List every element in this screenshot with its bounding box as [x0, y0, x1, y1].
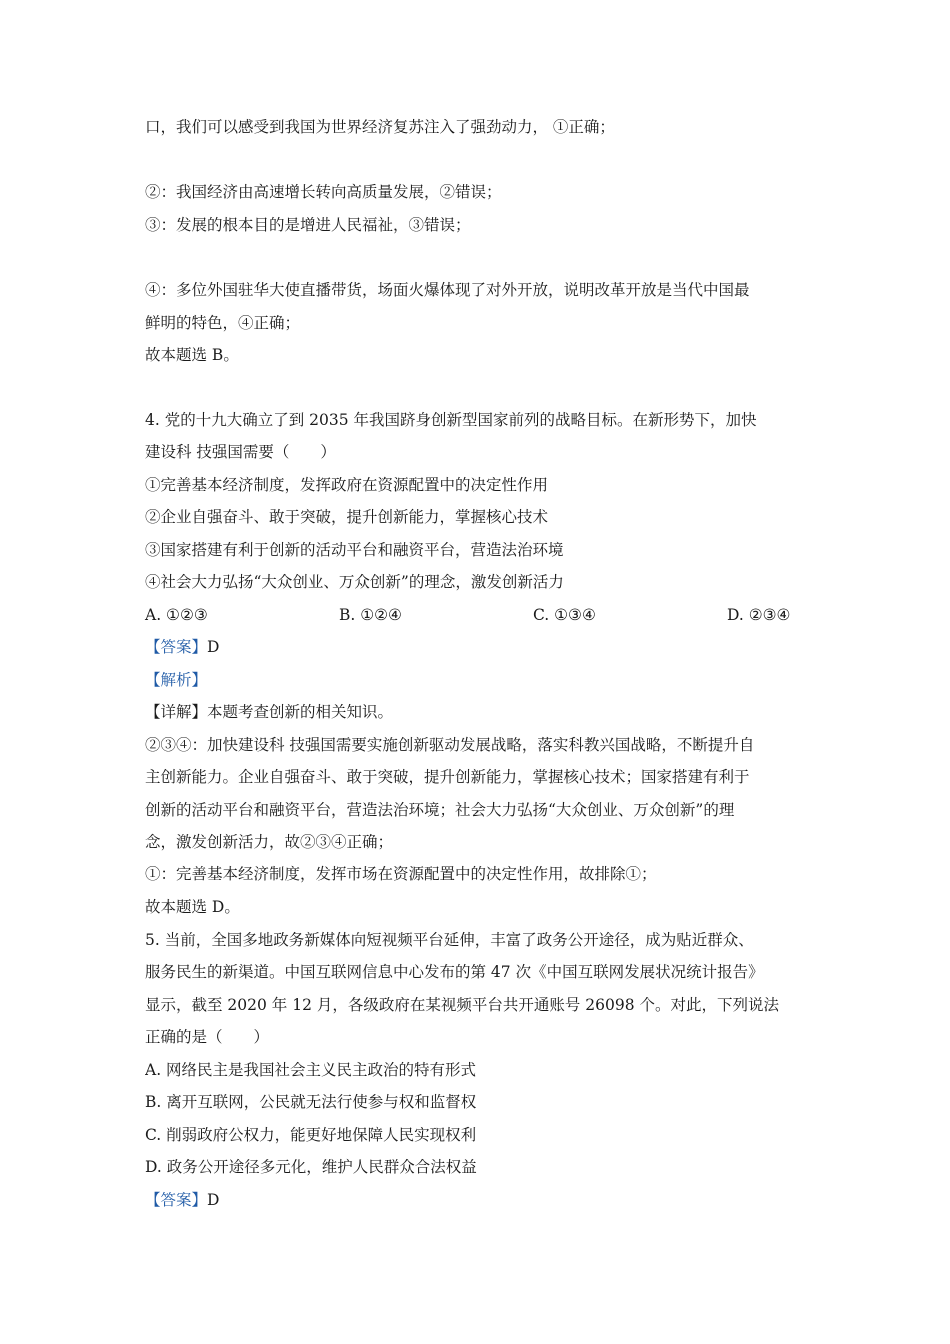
answer-value: D	[207, 1191, 220, 1209]
answer-value: D	[207, 638, 220, 656]
explanation-line: 故本题选 B。	[145, 346, 239, 364]
explanation-line: 创新的活动平台和融资平台，营造法治环境；社会大力弘扬“大众创业、万众创新”的理	[145, 801, 735, 819]
explanation-line: ③：发展的根本目的是增进人民福祉，③错误；	[145, 216, 471, 234]
explanation-line: 念，激发创新活力，故②③④正确；	[145, 833, 394, 851]
analysis-tag: 【解析】	[145, 671, 208, 689]
option-b: B. ①②④	[339, 606, 402, 624]
explanation-line: 口，我们可以感受到我国为世界经济复苏注入了强劲动力， ①正确；	[145, 118, 615, 136]
question-stem: 显示，截至 2020 年 12 月，各级政府在某视频平台共开通账号 26098 个。对此，下列说法	[145, 996, 780, 1014]
explanation-line: 主创新能力。企业自强奋斗、敢于突破，提升创新能力，掌握核心技术；国家搭建有利于	[145, 768, 750, 786]
answer-line	[145, 1189, 810, 1211]
explanation-line: 故本题选 D。	[145, 898, 240, 916]
explanation-line: ①：完善基本经济制度，发挥市场在资源配置中的决定性作用，故排除①；	[145, 865, 657, 883]
question-stem: 4. 党的十九大确立了到 2035 年我国跻身创新型国家前列的战略目标。在新形势下，加快	[145, 411, 757, 429]
statement-item: ③国家搭建有利于创新的活动平台和融资平台，营造法治环境	[145, 541, 564, 559]
option-c: C. 削弱政府公权力，能更好地保障人民实现权利	[145, 1126, 477, 1144]
detail-tag: 【详解】	[145, 703, 208, 721]
question-stem: 服务民生的新渠道。中国互联网信息中心发布的第 47 次《中国互联网发展状况统计报告》	[145, 963, 764, 981]
detail-line	[145, 701, 810, 723]
statement-item: ①完善基本经济制度，发挥政府在资源配置中的决定性作用	[145, 476, 549, 494]
answer-line	[145, 636, 810, 658]
detail-text: 本题考查创新的相关知识。	[207, 703, 394, 721]
question-stem: 5. 当前，全国多地政务新媒体向短视频平台延伸，丰富了政务公开途径，成为贴近群众、	[145, 931, 754, 949]
option-b: B. 离开互联网，公民就无法行使参与权和监督权	[145, 1093, 477, 1111]
option-a: A. 网络民主是我国社会主义民主政治的特有形式	[145, 1061, 477, 1079]
statement-item: ②企业自强奋斗、敢于突破，提升创新能力，掌握核心技术	[145, 508, 549, 526]
option-d: D. 政务公开途径多元化，维护人民群众合法权益	[145, 1158, 477, 1176]
option-c: C. ①③④	[533, 606, 596, 624]
explanation-line: ②③④：加快建设科 技强国需要实施创新驱动发展战略，落实科教兴国战略，不断提升自	[145, 736, 755, 754]
question-stem: 建设科 技强国需要（ ）	[145, 443, 336, 461]
answer-tag: 【答案】	[145, 1191, 208, 1209]
option-a: A. ①②③	[145, 606, 208, 624]
option-d: D. ②③④	[727, 606, 791, 624]
question-stem: 正确的是（ ）	[145, 1028, 270, 1046]
explanation-line: ②：我国经济由高速增长转向高质量发展，②错误；	[145, 183, 502, 201]
explanation-line: 鲜明的特色，④正确；	[145, 314, 301, 332]
analysis-heading	[145, 669, 810, 691]
explanation-line: ④：多位外国驻华大使直播带货，场面火爆体现了对外开放，说明改革开放是当代中国最	[145, 281, 750, 299]
statement-item: ④社会大力弘扬“大众创业、万众创新”的理念，激发创新活力	[145, 573, 564, 591]
answer-tag: 【答案】	[145, 638, 208, 656]
